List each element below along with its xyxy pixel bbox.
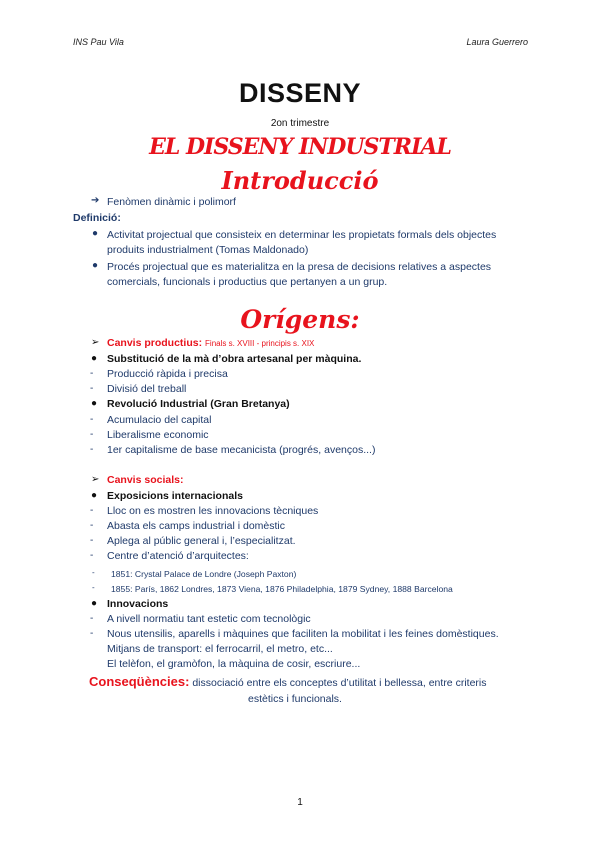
consequencies-label: Conseqüències:	[89, 674, 190, 689]
consequencies-text: dissociació entre els conceptes d’utilitat i bellessa, entre criteris	[192, 677, 487, 689]
consequencies-line	[89, 674, 486, 689]
socials-dash: Centre d’atenció d’arquitectes:	[107, 550, 249, 562]
socials-sub-item: 1855: París, 1862 Londres, 1873 Viena, 1876 Philadelphia, 1879 Sydney, 1888 Barcelona	[111, 584, 453, 594]
dash-bullet: -	[90, 414, 94, 425]
bullet-icon: ●	[91, 353, 98, 364]
productius-bold: Revolució Industrial (Gran Bretanya)	[107, 398, 290, 410]
definicio-item: comercials, funcionals i productius que pertanyen a un grup.	[107, 276, 388, 288]
socials-dash: Abasta els camps industrial i domèstic	[107, 520, 285, 532]
intro-arrow-item: Fenòmen dinàmic i polimorf	[107, 196, 236, 208]
productius-heading	[107, 337, 314, 349]
dash-bullet: -	[92, 568, 95, 577]
bullet-icon: ●	[91, 598, 98, 609]
bullet-icon: ●	[92, 228, 99, 239]
page-subtitle: 2on trimestre	[270, 118, 330, 129]
productius-bold: Substitució de la mà d’obra artesanal per màquina.	[107, 353, 362, 365]
productius-note: Finals s. XVIII - principis s. XIX	[205, 339, 315, 348]
socials-dash: Lloc on es mostren les innovacions tècniques	[107, 505, 319, 517]
socials-dash: A nivell normatiu tant estetic com tecnològic	[107, 613, 311, 625]
dash-bullet: -	[92, 583, 95, 592]
productius-dash: 1er capitalisme de base mecanicista (progrés, avenços...)	[107, 444, 376, 456]
socials-continuation: Mitjans de transport: el ferrocarril, el metro, etc...	[107, 643, 333, 655]
definicio-label: Definició:	[73, 212, 121, 224]
socials-dash: Nous utensilis, aparells i màquines que faciliten la mobilitat i les feines domèstiques.	[107, 628, 499, 640]
definicio-item: Activitat projectual que consisteix en determinar les propietats formals dels objectes	[107, 229, 497, 241]
arrowhead-bullet-icon: ➢	[91, 337, 100, 348]
heading-industrial: EL DISSENY INDUSTRIAL	[149, 134, 451, 160]
dash-bullet: -	[90, 505, 94, 516]
dash-bullet: -	[90, 535, 94, 546]
dash-bullet: -	[90, 368, 94, 379]
socials-label: Canvis socials:	[107, 474, 184, 486]
socials-continuation: El telèfon, el gramòfon, la màquina de cosir, escriure...	[107, 658, 361, 670]
page-number: 1	[297, 797, 303, 808]
definicio-item: Procés projectual que es materialitza en la presa de decisions relatives a aspectes	[107, 261, 492, 273]
consequencies-text-2: estètics i funcionals.	[248, 693, 342, 705]
bullet-icon: ●	[91, 490, 98, 501]
productius-dash: Liberalisme economic	[107, 429, 209, 441]
productius-dash: Producció ràpida i precisa	[107, 368, 228, 380]
dash-bullet: -	[90, 550, 94, 561]
header-school: INS Pau Vila	[73, 37, 124, 47]
bullet-icon: ●	[92, 260, 99, 271]
arrow-bullet-icon: ➔	[91, 195, 100, 206]
bullet-icon: ●	[91, 398, 98, 409]
socials-bold: Exposicions internacionals	[107, 490, 243, 502]
arrowhead-bullet-icon: ➢	[91, 474, 100, 485]
productius-dash: Divisió del treball	[107, 383, 187, 395]
socials-dash: Aplega al públic general i, l’especialitzat.	[107, 535, 296, 547]
productius-label: Canvis productius:	[107, 337, 203, 349]
dash-bullet: -	[90, 613, 94, 624]
heading-intro: Introducció	[221, 166, 379, 195]
dash-bullet: -	[90, 520, 94, 531]
dash-bullet: -	[90, 383, 94, 394]
socials-bold: Innovacions	[107, 598, 169, 610]
heading-origens: Orígens:	[240, 305, 360, 334]
socials-sub-item: 1851: Crystal Palace de Londre (Joseph Paxton)	[111, 569, 297, 579]
page-title: DISSENY	[238, 78, 362, 108]
dash-bullet: -	[90, 628, 94, 639]
definicio-item: produits industrialment (Tomas Maldonado)	[107, 244, 309, 256]
dash-bullet: -	[90, 429, 94, 440]
dash-bullet: -	[90, 444, 94, 455]
productius-dash: Acumulacio del capital	[107, 414, 212, 426]
header-author: Laura Guerrero	[466, 37, 528, 47]
